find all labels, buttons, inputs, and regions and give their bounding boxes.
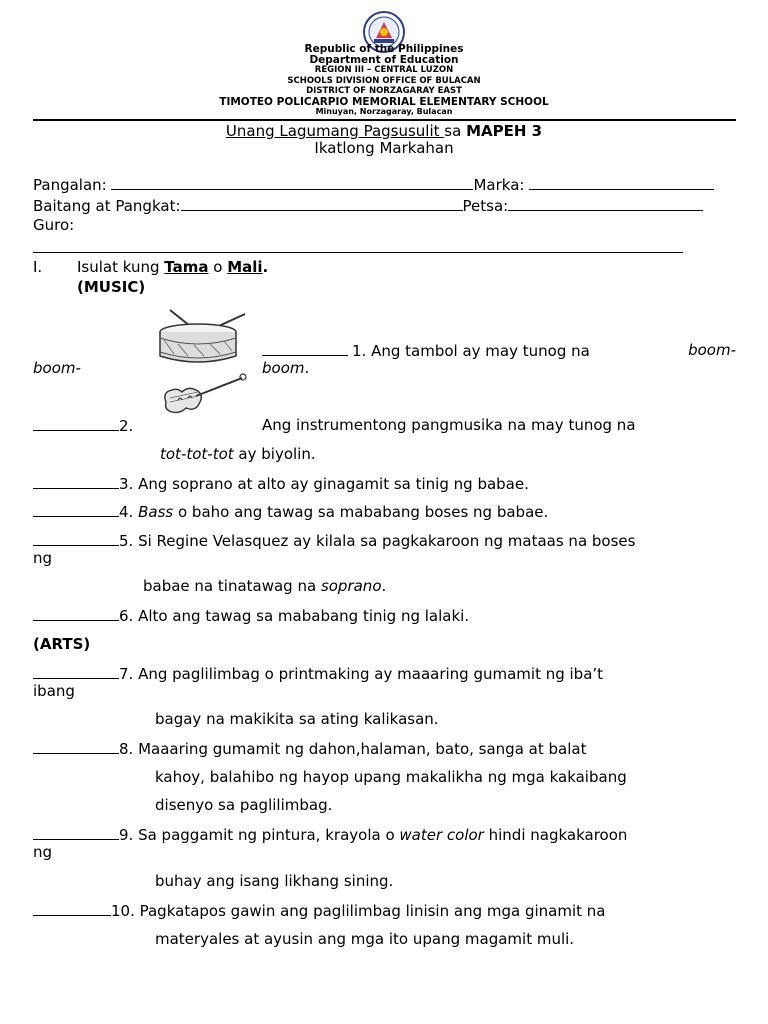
q7-ibang: ibang	[33, 682, 75, 700]
q4-num: 4.	[119, 503, 139, 521]
arts-section-label: (ARTS)	[33, 635, 91, 653]
q9-post: hindi nagkakaroon	[483, 826, 628, 844]
q10-line1: 10. Pagkatapos gawin ang paglilimbag linisin ang mga ginamit na	[111, 902, 606, 920]
q9-line2: buhay ang isang likhang sining.	[155, 872, 394, 890]
header-department: Department of Education	[309, 54, 459, 66]
question-5	[33, 531, 635, 550]
q6-text: 6. Alto ang tawag sa mababang tinig ng lalaki.	[119, 607, 470, 625]
teacher-field[interactable]	[33, 238, 683, 253]
q1-text: 1. Ang tambol ay may tunog na	[352, 342, 590, 360]
instruction-mali: Mali	[227, 258, 263, 276]
q5-line2	[143, 577, 386, 595]
date-label: Petsa:	[462, 197, 509, 215]
instruction-numeral: I.	[33, 258, 43, 276]
q2-tot: tot-tot-tot	[160, 445, 234, 463]
q5-soprano: soprano	[320, 577, 382, 595]
instruction-tama: Tama	[164, 258, 209, 276]
question-3	[33, 474, 529, 493]
answer-blank-3[interactable]	[33, 474, 119, 489]
answer-blank-5[interactable]	[33, 531, 119, 546]
name-label: Pangalan:	[33, 176, 112, 194]
header-republic: Republic of the Philippines	[304, 43, 464, 55]
instruction-period: .	[262, 258, 269, 276]
violin-icon	[158, 372, 250, 418]
question-8	[33, 739, 586, 758]
q2-line2	[160, 445, 316, 463]
q5-end: .	[381, 577, 387, 595]
header-district: DISTRICT OF NORZAGARAY EAST	[306, 86, 462, 96]
q9-water: water color	[399, 826, 484, 844]
answer-blank-4[interactable]	[33, 502, 119, 517]
score-label: Marka:	[473, 176, 530, 194]
grade-label: Baitang at Pangkat:	[33, 197, 181, 215]
q10-line2: materyales at ayusin ang mga ito upang magamit muli.	[155, 930, 575, 948]
q8-line3: disenyo sa paglilimbag.	[155, 796, 333, 814]
score-field[interactable]	[529, 175, 714, 190]
q7-line2: bagay na makikita sa ating kalikasan.	[155, 710, 439, 728]
header-region: REGION III – CENTRAL LUZON	[314, 65, 454, 75]
instruction-part2: o	[208, 258, 228, 276]
question-1	[262, 341, 736, 360]
question-9	[33, 825, 627, 844]
q2-tail: ay biyolin.	[233, 445, 316, 463]
test-title	[0, 122, 768, 140]
answer-blank-2[interactable]	[33, 416, 119, 431]
header-school: TIMOTEO POLICARPIO MEMORIAL ELEMENTARY SCHOOL	[219, 96, 549, 108]
q9-ng: ng	[33, 843, 53, 861]
q4-bass: Bass	[138, 503, 174, 521]
q1-boom1: boom-	[688, 341, 736, 359]
test-subtitle: Ikatlong Markahan	[314, 139, 454, 157]
q3-text: 3. Ang soprano at alto ay ginagamit sa tinig ng babae.	[119, 475, 529, 493]
answer-blank-9[interactable]	[33, 825, 119, 840]
answer-blank-7[interactable]	[33, 664, 119, 679]
question-2	[33, 416, 133, 435]
grade-field[interactable]	[181, 196, 463, 211]
grade-row	[33, 196, 703, 215]
q9-pre: 9. Sa paggamit ng pintura, krayola o	[119, 826, 400, 844]
question-10	[33, 901, 605, 920]
q5-line2-text: babae na tinatawag na	[143, 577, 321, 595]
q4-text: o baho ang tawag sa mababang boses ng babae.	[173, 503, 549, 521]
question-4	[33, 502, 548, 521]
q2-num: 2.	[119, 417, 134, 435]
title-subject: MAPEH 3	[466, 122, 543, 140]
instruction-text	[77, 258, 268, 276]
answer-blank-10[interactable]	[33, 901, 111, 916]
answer-blank-8[interactable]	[33, 739, 119, 754]
q5-line1: 5. Si Regine Velasquez ay kilala sa pagkakaroon ng mataas na boses	[119, 532, 636, 550]
header-address: Minuyan, Norzagaray, Bulacan	[315, 107, 453, 116]
answer-blank-6[interactable]	[33, 606, 119, 621]
q7-line1: 7. Ang paglilimbag o printmaking ay maaaring gumamit ng iba’t	[119, 665, 604, 683]
q1-boom3: boom	[262, 359, 305, 377]
header-division: SCHOOLS DIVISION OFFICE OF BULACAN	[287, 76, 481, 86]
music-section-label: (MUSIC)	[77, 278, 146, 296]
question-6	[33, 606, 469, 625]
header-divider	[33, 119, 736, 121]
answer-blank-1[interactable]	[262, 341, 348, 356]
q1-end: .	[304, 359, 310, 377]
q1-boom3-line	[262, 359, 309, 377]
teacher-label: Guro:	[33, 216, 75, 234]
date-field[interactable]	[508, 196, 703, 211]
title-part2: sa	[444, 122, 467, 140]
q1-boom2: boom-	[33, 359, 81, 377]
instruction-part1: Isulat kung	[77, 258, 165, 276]
q5-ng: ng	[33, 549, 53, 567]
q2-text: Ang instrumentong pangmusika na may tunog na	[262, 416, 636, 434]
q8-line1: 8. Maaaring gumamit ng dahon,halaman, bato, sanga at balat	[119, 740, 587, 758]
q8-line2: kahoy, balahibo ng hayop upang makalikha ng mga kakaibang	[155, 768, 627, 786]
question-7	[33, 664, 603, 683]
name-field[interactable]	[111, 175, 473, 190]
title-part1: Unang Lagumang Pagsusulit	[225, 122, 445, 140]
teacher-row	[33, 216, 74, 234]
drum-icon	[150, 308, 250, 368]
name-row	[33, 175, 714, 194]
